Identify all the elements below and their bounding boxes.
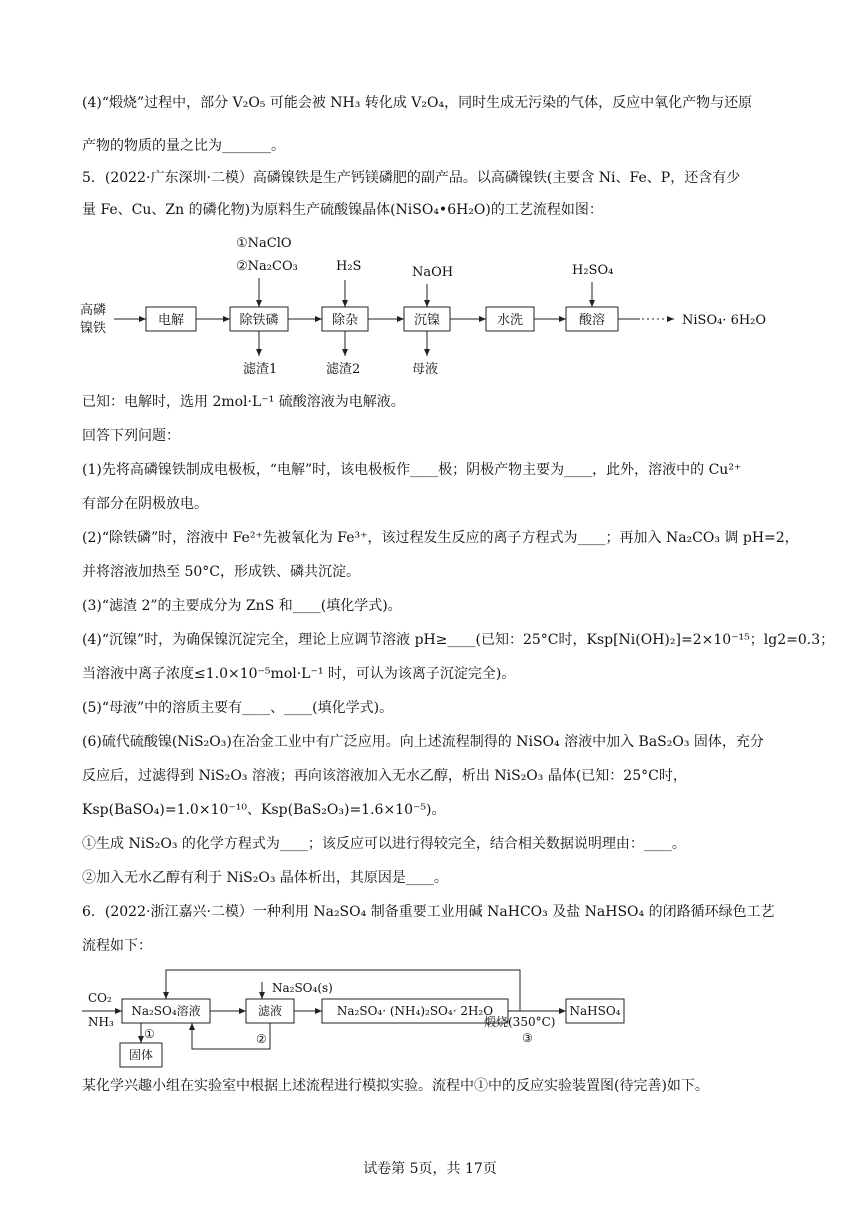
reagent-label: ①NaClO	[236, 236, 292, 251]
text-line: (5)“母液”中的溶质主要有____、____(填化学式)。	[82, 700, 394, 716]
box-label: 沉镍	[413, 313, 441, 328]
output-label: 母液	[412, 362, 439, 377]
text-line: 已知：电解时，选用 2mol·L⁻¹ 硫酸溶液为电解液。	[82, 394, 405, 410]
output-label: 滤渣2	[326, 362, 361, 377]
step-marker: ①	[144, 1027, 155, 1041]
input-label: CO₂	[88, 991, 112, 1005]
box-label: 固体	[128, 1048, 154, 1062]
text-line: (4)“沉镍”时，为确保镍沉淀完全，理论上应调节溶液 pH≥____(已知：25°C时，Ksp[Ni(OH)₂]=2×10⁻¹⁵；lg2=0.3；	[82, 632, 835, 648]
question-6-header: 6．(2022·浙江嘉兴·二模）一种利用 Na₂SO₄ 制备重要工业用碱 NaHCO₃ 及盐 NaHSO₄ 的闭路循环绿色工艺	[82, 904, 775, 920]
text-line: 量 Fe、Cu、Zn 的磷化物)为原料生产硫酸镍晶体(NiSO₄•6H₂O)的工艺流程如图：	[82, 202, 603, 218]
text-line: (4)“煅烧”过程中，部分 V₂O₅ 可能会被 NH₃ 转化成 V₂O₄，同时生成无污染的气体，反应中氧化产物与还原	[82, 95, 753, 111]
process-flowchart-sodium	[80, 964, 640, 1074]
text-line: 回答下列问题：	[82, 428, 180, 444]
text-line: 反应后，过滤得到 NiS₂O₃ 溶液；再向该溶液加入无水乙醇，析出 NiS₂O₃ 晶体(已知：25°C时，	[82, 768, 687, 784]
text-line: (6)硫代硫酸镍(NiS₂O₃)在冶金工业中有广泛应用。向上述流程制得的 NiSO₄ 溶液中加入 BaS₂O₃ 固体，充分	[82, 734, 764, 750]
product-label: NiSO₄· 6H₂O	[682, 313, 767, 328]
question-5-header: 5．(2022·广东深圳·二模）高磷镍铁是生产钙镁磷肥的副产品。以高磷镍铁(主要含 Ni、Fe、P，还含有少	[82, 170, 741, 186]
box-label: 电解	[157, 313, 185, 328]
text-line: (2)“除铁磷”时，溶液中 Fe²⁺先被氧化为 Fe³⁺，该过程发生反应的离子方程式为____；再加入 Na₂CO₃ 调 pH=2，	[82, 530, 799, 546]
box-label: Na₂SO₄溶液	[131, 1004, 201, 1018]
text-line: ①生成 NiS₂O₃ 的化学方程式为____；该反应可以进行得较完全，结合相关数据说明理由：____。	[82, 836, 686, 852]
output-label: 滤渣1	[243, 362, 278, 377]
raw-material-label: 高磷	[80, 303, 107, 318]
box-label: 水洗	[496, 313, 524, 328]
text-line: 某化学兴趣小组在实验室中根据上述流程进行模拟实验。流程中①中的反应实验装置图(待完善)如下。	[82, 1078, 709, 1094]
text-line: 并将溶液加热至 50°C，形成铁、磷共沉淀。	[82, 564, 360, 580]
reagent-label: ②Na₂CO₃	[236, 259, 298, 274]
input-label: NH₃	[88, 1015, 114, 1029]
text-line: ②加入无水乙醇有利于 NiS₂O₃ 晶体析出，其原因是____。	[82, 870, 448, 886]
box-label: Na₂SO₄· (NH₄)₂SO₄· 2H₂O	[336, 1004, 494, 1018]
page-footer: 试卷第 5页，共 17页	[363, 1161, 497, 1177]
box-label: 除杂	[331, 313, 359, 328]
box-label: 除铁磷	[239, 313, 279, 328]
process-flowchart-nickel	[78, 232, 778, 380]
reagent-label: Na₂SO₄(s)	[272, 981, 333, 995]
text-line: 当溶液中离子浓度≤1.0×10⁻⁵mol·L⁻¹ 时，可认为该离子沉淀完全)。	[82, 666, 516, 682]
text-line: 有部分在阴极放电。	[82, 496, 208, 512]
box-label: NaHSO₄	[569, 1004, 621, 1018]
reagent-label: NaOH	[412, 265, 454, 280]
box-label: 酸溶	[578, 313, 606, 328]
text-line: Ksp(BaSO₄)=1.0×10⁻¹⁰、Ksp(BaS₂O₃)=1.6×10⁻⁵)。	[82, 802, 446, 818]
reagent-label: H₂SO₄	[572, 263, 614, 278]
box-label: 滤液	[257, 1004, 283, 1018]
step-marker: ②	[256, 1032, 267, 1046]
text-line: (1)先将高磷镍铁制成电极板，“电解”时，该电极板作____极；阴极产物主要为____，此外，溶液中的 Cu²⁺	[82, 462, 742, 478]
text-line: 流程如下：	[82, 938, 152, 954]
text-line: 产物的物质的量之比为_______。	[82, 138, 285, 154]
reagent-label: H₂S	[336, 259, 362, 274]
condition-label: 煅烧(350°C)	[484, 1015, 556, 1029]
raw-material-label: 镍铁	[80, 321, 107, 336]
text-line: (3)“滤渣 2”的主要成分为 ZnS 和____(填化学式)。	[82, 598, 402, 614]
step-marker: ③	[522, 1031, 533, 1045]
